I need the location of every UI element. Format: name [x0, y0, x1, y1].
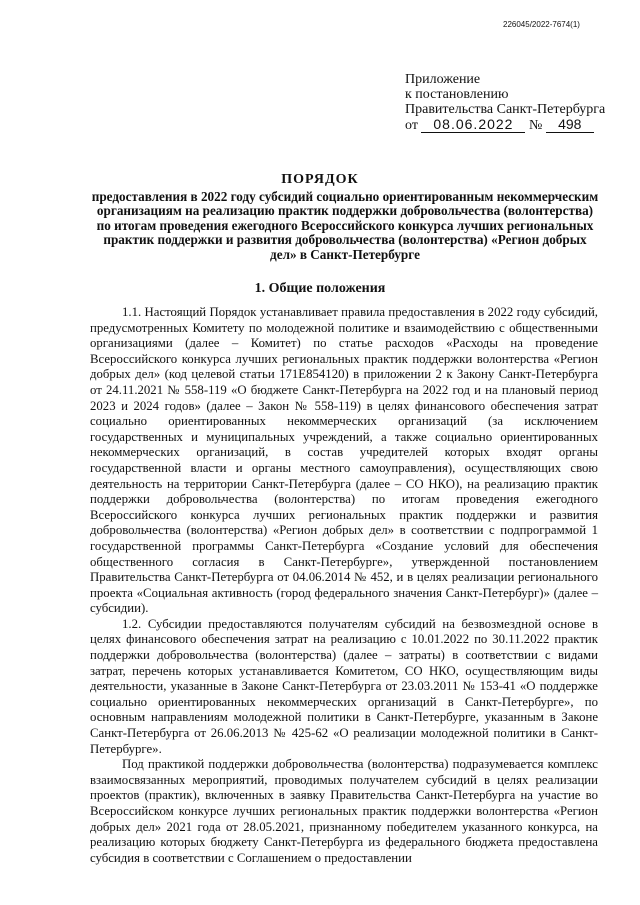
- appendix-date-line: [405, 117, 605, 133]
- section-heading: 1. Общие положения: [254, 281, 386, 296]
- appendix-line-1: Приложение: [405, 72, 481, 87]
- document-id: 226045/2022-7674(1): [503, 20, 580, 29]
- appendix-line-3: Правительства Санкт-Петербурга: [405, 102, 606, 117]
- from-label: от: [405, 118, 418, 133]
- document-title: ПОРЯДОК: [281, 172, 359, 187]
- decree-date: 08.06.2022: [421, 117, 525, 133]
- number-label: №: [528, 118, 543, 133]
- paragraph-practice-definition: Под практикой поддержки добровольчества (волонтерства) подразумевается комплекс взаимосвязанных мероприятий, проводимых получателем субсидий в целях реализации проектов (практик), включенных в заявку Правительства Санкт-Петербурга на участие во Всероссийском конкурсе лучших региональных практик поддержки волонтерства «Регион добрых дел» 2021 года от 28.05.2021, признанному победителем указанного конкурса, на реализацию которых бюджету Санкт-Петербурга из федерального бюджета предоставлена субсидия в соответствии с Соглашением о предоставлении: [90, 757, 598, 865]
- paragraph-1-2: 1.2. Субсидии предоставляются получателям субсидий на безвозмездной основе в целях финансового обеспечения затрат на реализацию с 10.01.2022 по 30.11.2022 практик поддержки добровольчества (волонтерства) (далее – затраты) в соответствии с видами затрат, перечень которых устанавливается Комитетом, СО НКО, осуществляющим виды деятельности, указанные в Законе Санкт-Петербурга от 23.03.2011 № 153-41 «О поддержке социально ориентированных некоммерческих организаций в Санкт-Петербурге», по основным направлениям молодежной политики в Санкт-Петербурге, указанным в Законе Санкт-Петербурга от 26.06.2013 № 425-62 «О реализации молодежной политики в Санкт-Петербурге».: [90, 616, 598, 756]
- document-body: [90, 305, 598, 866]
- decree-number: 498: [546, 117, 594, 133]
- document-subtitle: предоставления в 2022 году субсидий социально ориентированным некоммерческим организациям на реализацию практик поддержки добровольчества (волонтерства) по итогам проведения ежегодного Всероссийского конкурса лучших региональных практик поддержки и развития добровольчества (волонтерства) «Регион добрых дел» в Санкт-Петербурге: [91, 189, 599, 262]
- appendix-block: [405, 72, 605, 133]
- appendix-line-2: к постановлению: [405, 87, 509, 102]
- paragraph-1-1: 1.1. Настоящий Порядок устанавливает правила предоставления в 2022 году субсидий, предусмотренных Комитету по молодежной политике и взаимодействию с общественными организациями (далее – Комитет) по статье расходов «Расходы на проведение Всероссийского конкурса лучших региональных практик поддержки волонтерства «Регион добрых дел» (код целевой статьи 171E854120) в приложении 2 к Закону Санкт-Петербурга от 24.11.2021 № 558-119 «О бюджете Санкт-Петербурга на 2022 год и на плановый период 2023 и 2024 годов» (далее – Закон № 558-119) в целях финансового обеспечения затрат социально ориентированных некоммерческих организаций (за исключением государственных и муниципальных учреждений, а также социально ориентированных некоммерческих организаций, в состав учредителей которых входят органы государственной власти и органы местного самоуправления), осуществляющих свою деятельность на территории Санкт-Петербурга (далее – СО НКО), на реализацию практик поддержки добровольчества (волонтерства) по итогам проведения ежегодного Всероссийского конкурса лучших региональных практик поддержки и развития добровольчества (волонтерства) «Регион добрых дел» в соответствии с подпрограммой 1 государственной программы Санкт-Петербурга «Создание условий для обеспечения общественного согласия в Санкт-Петербурге», утвержденной постановлением Правительства Санкт-Петербурга от 04.06.2014 № 452, и в целях реализации регионального проекта «Социальная активность (город федерального значения Санкт-Петербург)» (далее – субсидии).: [90, 305, 598, 616]
